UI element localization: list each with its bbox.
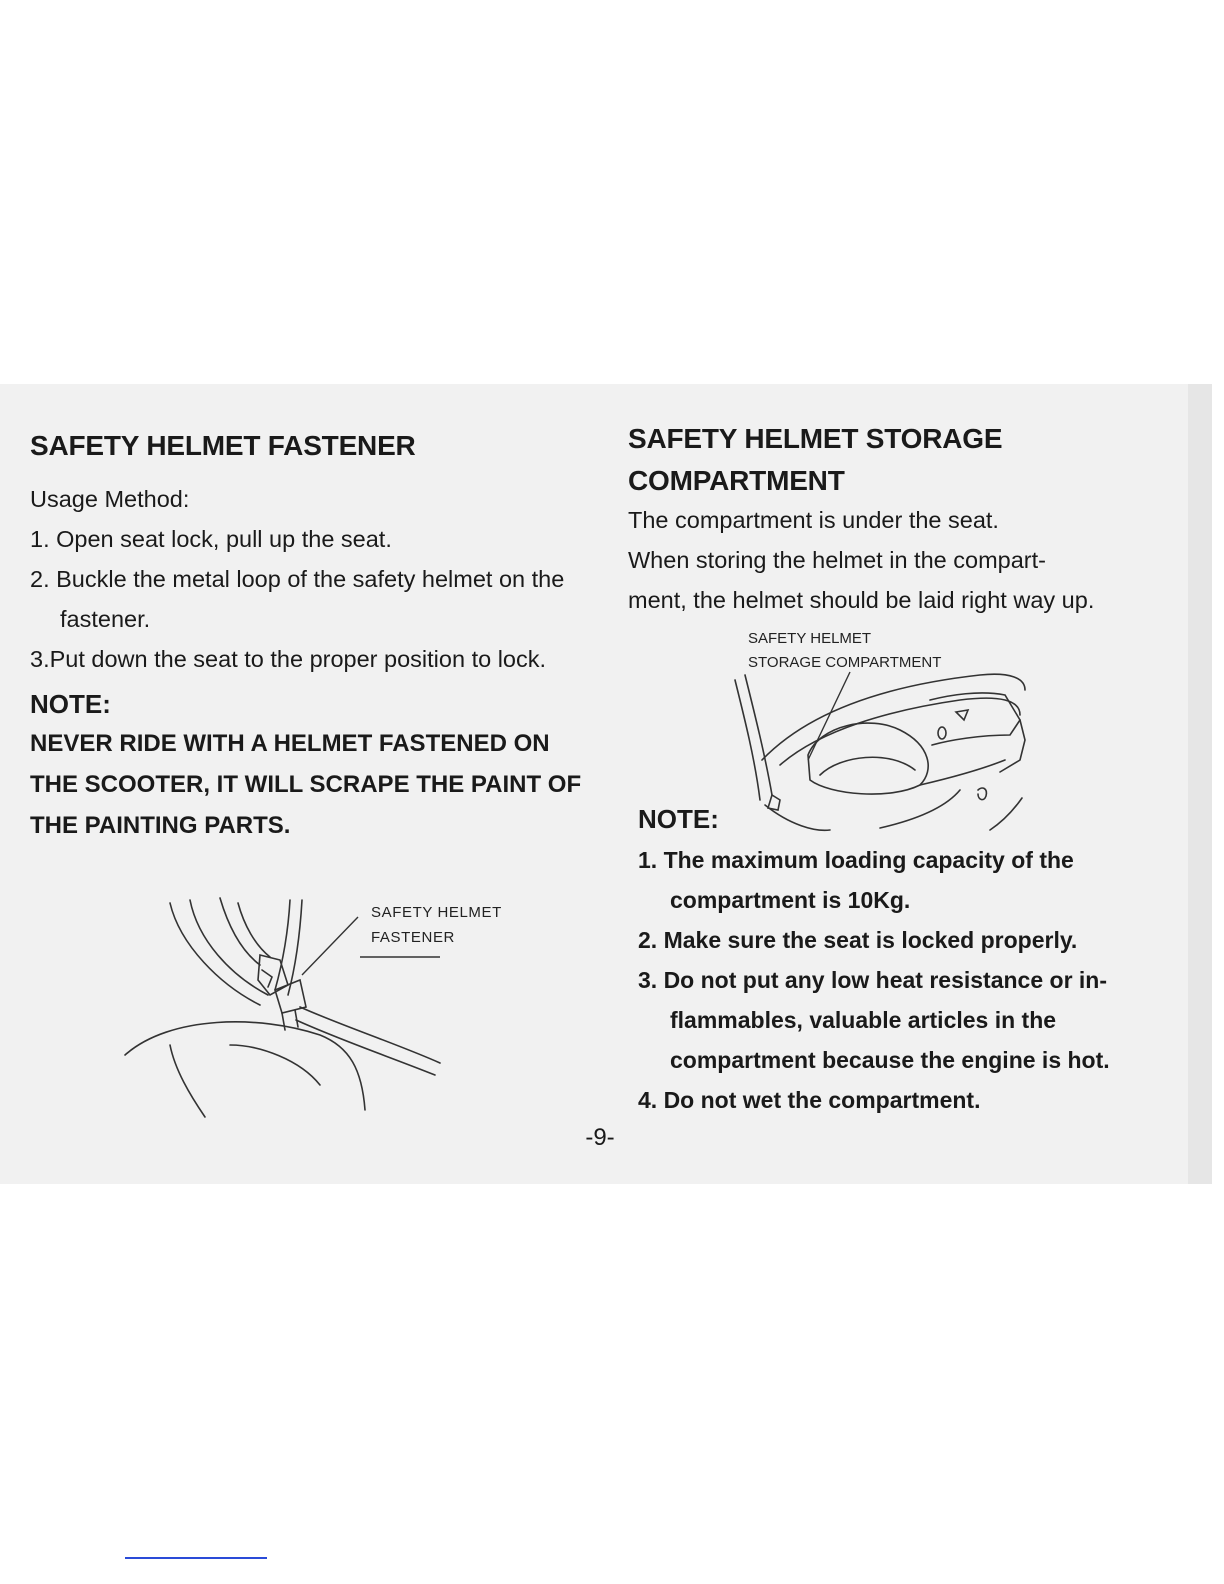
page-number: -9- bbox=[585, 1124, 615, 1151]
storage-note-block bbox=[638, 800, 1188, 1120]
step-1: 1. Open seat lock, pull up the seat. bbox=[30, 526, 392, 552]
storage-note-title: NOTE: bbox=[638, 804, 719, 834]
storage-note-1: 1. The maximum loading capacity of the compartment is 10Kg. bbox=[638, 847, 1074, 913]
fastener-heading: SAFETY HELMET FASTENER bbox=[30, 430, 416, 461]
storage-heading-line-2: COMPARTMENT bbox=[628, 465, 845, 496]
fastener-note-text: NEVER RIDE WITH A HELMET FASTENED ON THE SCOOTER, IT WILL SCRAPE THE PAINT OF THE PAINTING PARTS. bbox=[30, 730, 582, 839]
storage-heading-line-1: SAFETY HELMET STORAGE bbox=[628, 423, 1003, 454]
right-column bbox=[628, 418, 1188, 620]
storage-intro-2: When storing the helmet in the compart- bbox=[628, 547, 1046, 573]
storage-figure-label-2: STORAGE COMPARTMENT bbox=[748, 654, 942, 671]
step-2: 2. Buckle the metal loop of the safety helmet on the fastener. bbox=[30, 566, 565, 632]
storage-note-3: 3. Do not put any low heat resistance or in- flammables, valuable articles in the compartment because the engine is hot. bbox=[638, 967, 1110, 1073]
usage-method-label: Usage Method: bbox=[30, 486, 190, 512]
fastener-figure-label-2: FASTENER bbox=[371, 929, 455, 946]
fastener-figure-label-1: SAFETY HELMET bbox=[371, 904, 502, 921]
storage-intro-1: The compartment is under the seat. bbox=[628, 507, 999, 533]
storage-figure-label-1: SAFETY HELMET bbox=[748, 630, 872, 647]
step-3: 3.Put down the seat to the proper position to lock. bbox=[30, 646, 547, 672]
storage-note-2: 2. Make sure the seat is locked properly. bbox=[638, 927, 1078, 953]
page-edge-shadow bbox=[1188, 384, 1212, 1184]
fastener-note-title: NOTE: bbox=[30, 689, 111, 719]
storage-intro-3: ment, the helmet should be laid right way up. bbox=[628, 587, 1095, 613]
blue-underline bbox=[125, 1557, 267, 1559]
left-column bbox=[30, 425, 590, 846]
storage-note-4: 4. Do not wet the compartment. bbox=[638, 1087, 981, 1113]
